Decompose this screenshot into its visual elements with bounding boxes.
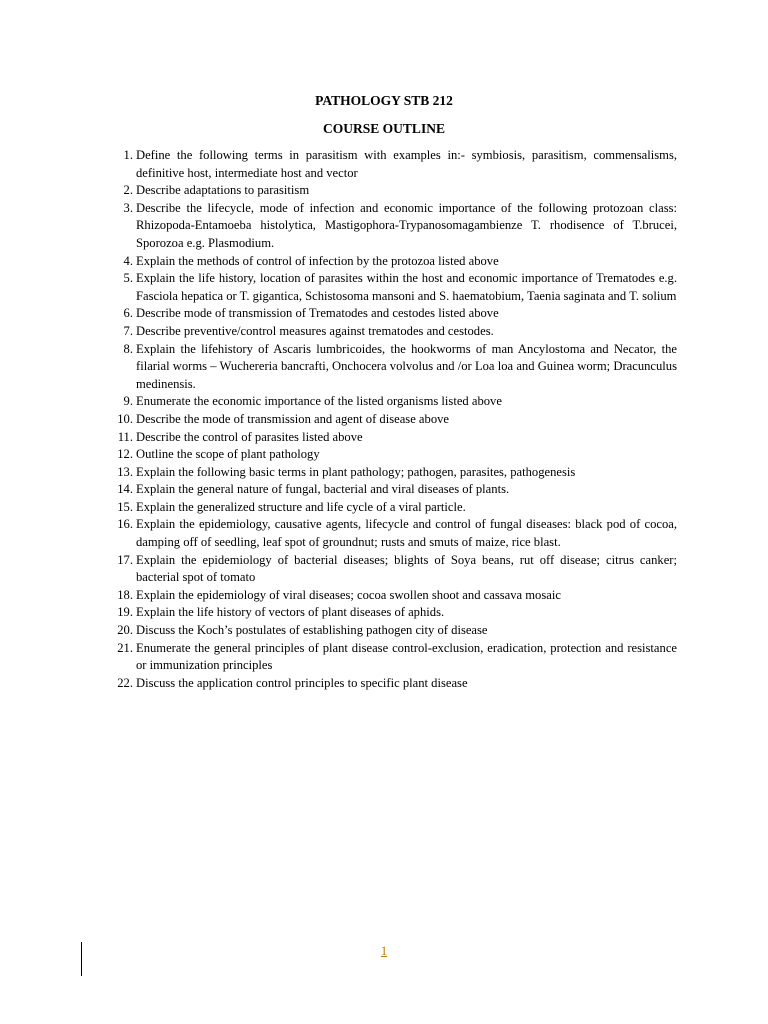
list-item xyxy=(107,516,677,551)
list-item-number: 11. xyxy=(117,429,133,444)
list-item-text: Discuss the Koch’s postulates of establishing pathogen city of disease xyxy=(136,623,488,638)
list-item xyxy=(107,270,677,305)
list-item xyxy=(107,552,677,587)
list-item-text: Explain the methods of control of infection by the protozoa listed above xyxy=(136,253,499,268)
page-number: 1 xyxy=(380,944,388,958)
list-item-text: Describe the lifecycle, mode of infection and economic importance of the following protozoan class: Rhizopoda-Entamoeba histolytica, Mastigophora-Trypanosomagambienze T. rhodisence of T.brucei, Sporozoa e.g. Plasmodium. xyxy=(136,200,677,250)
document-subtitle: COURSE OUTLINE xyxy=(323,121,445,136)
list-item-number: 22. xyxy=(117,675,133,690)
list-item-number: 12. xyxy=(117,447,133,462)
list-item-number: 7. xyxy=(123,323,133,338)
list-item xyxy=(107,393,677,411)
list-item-number: 6. xyxy=(123,306,133,321)
list-item-number: 4. xyxy=(123,253,133,268)
list-item-number: 17. xyxy=(117,552,133,567)
list-item xyxy=(107,481,677,499)
list-item-text: Describe adaptations to parasitism xyxy=(136,183,310,198)
list-item-number: 9. xyxy=(123,394,133,409)
list-item-text: Define the following terms in parasitism with examples in:- symbiosis, parasitism, commensalisms, definitive host, intermediate host and vector xyxy=(136,148,677,180)
list-item-number: 20. xyxy=(117,623,133,638)
list-item-text: Outline the scope of plant pathology xyxy=(136,447,320,462)
list-item xyxy=(107,640,677,675)
list-item xyxy=(107,253,677,271)
list-item xyxy=(107,147,677,182)
list-item-text: Explain the following basic terms in plant pathology; pathogen, parasites, pathogenesis xyxy=(136,464,576,479)
list-item-number: 5. xyxy=(123,271,133,286)
list-item-text: Discuss the application control principles to specific plant disease xyxy=(136,675,468,690)
list-item-text: Explain the lifehistory of Ascaris lumbricoides, the hookworms of man Ancylostoma and Necator, the filarial worms – Wuchereria bancrafti, Onchocera volvolus and /or Loa loa and Guinea worm; Dracunculus medinensis. xyxy=(136,341,677,391)
list-item xyxy=(107,499,677,517)
list-item-text: Explain the life history of vectors of plant diseases of aphids. xyxy=(136,605,445,620)
list-item-number: 14. xyxy=(117,482,133,497)
list-item-text: Describe the control of parasites listed above xyxy=(136,429,363,444)
list-item-text: Describe the mode of transmission and agent of disease above xyxy=(136,411,449,426)
list-item-number: 3. xyxy=(123,200,133,215)
list-item-text: Explain the general nature of fungal, bacterial and viral diseases of plants. xyxy=(136,482,510,497)
list-item-text: Enumerate the general principles of plant disease control-exclusion, eradication, protection and resistance or immunization principles xyxy=(136,640,677,673)
list-item-number: 21. xyxy=(117,640,133,655)
course-outline-list xyxy=(107,147,677,692)
list-item-text: Describe preventive/control measures against trematodes and cestodes. xyxy=(136,323,494,338)
list-item-text: Explain the epidemiology of bacterial diseases; blights of Soya beans, rut off disease; citrus canker; bacterial spot of tomato xyxy=(136,552,677,585)
list-item-text: Explain the epidemiology, causative agents, lifecycle and control of fungal diseases: black pod of cocoa, damping off of seedling, leaf spot of groundnut; rusts and smuts of maize, rice blast. xyxy=(136,517,677,550)
list-item-number: 1. xyxy=(123,148,133,162)
list-item xyxy=(107,604,677,622)
list-item xyxy=(107,446,677,464)
list-item-number: 19. xyxy=(117,605,133,620)
list-item xyxy=(107,200,677,253)
list-item-text: Explain the generalized structure and life cycle of a viral particle. xyxy=(136,499,466,514)
list-item xyxy=(107,429,677,447)
list-item xyxy=(107,622,677,640)
list-item xyxy=(107,341,677,394)
list-item-number: 18. xyxy=(117,587,133,602)
list-item xyxy=(107,323,677,341)
list-item xyxy=(107,464,677,482)
list-item xyxy=(107,675,677,693)
list-item xyxy=(107,305,677,323)
document-title: PATHOLOGY STB 212 xyxy=(315,93,453,108)
list-item-number: 15. xyxy=(117,499,133,514)
list-item-text: Explain the epidemiology of viral diseases; cocoa swollen shoot and cassava mosaic xyxy=(136,587,561,602)
list-item-number: 2. xyxy=(123,183,133,198)
list-item-number: 8. xyxy=(123,341,133,356)
list-item xyxy=(107,182,677,200)
list-item-number: 13. xyxy=(117,464,133,479)
list-item xyxy=(107,587,677,605)
list-item-number: 16. xyxy=(117,517,133,532)
list-item-text: Explain the life history, location of parasites within the host and economic importance of Trematodes e.g. Fasciola hepatica or T. gigantica, Schistosoma mansoni and S. haematobium, Taenia saginata and T. solium xyxy=(136,271,677,303)
list-item-text: Enumerate the economic importance of the listed organisms listed above xyxy=(136,394,502,409)
list-item-text: Describe mode of transmission of Trematodes and cestodes listed above xyxy=(136,306,499,321)
list-item-number: 10. xyxy=(117,411,133,426)
list-item xyxy=(107,411,677,429)
